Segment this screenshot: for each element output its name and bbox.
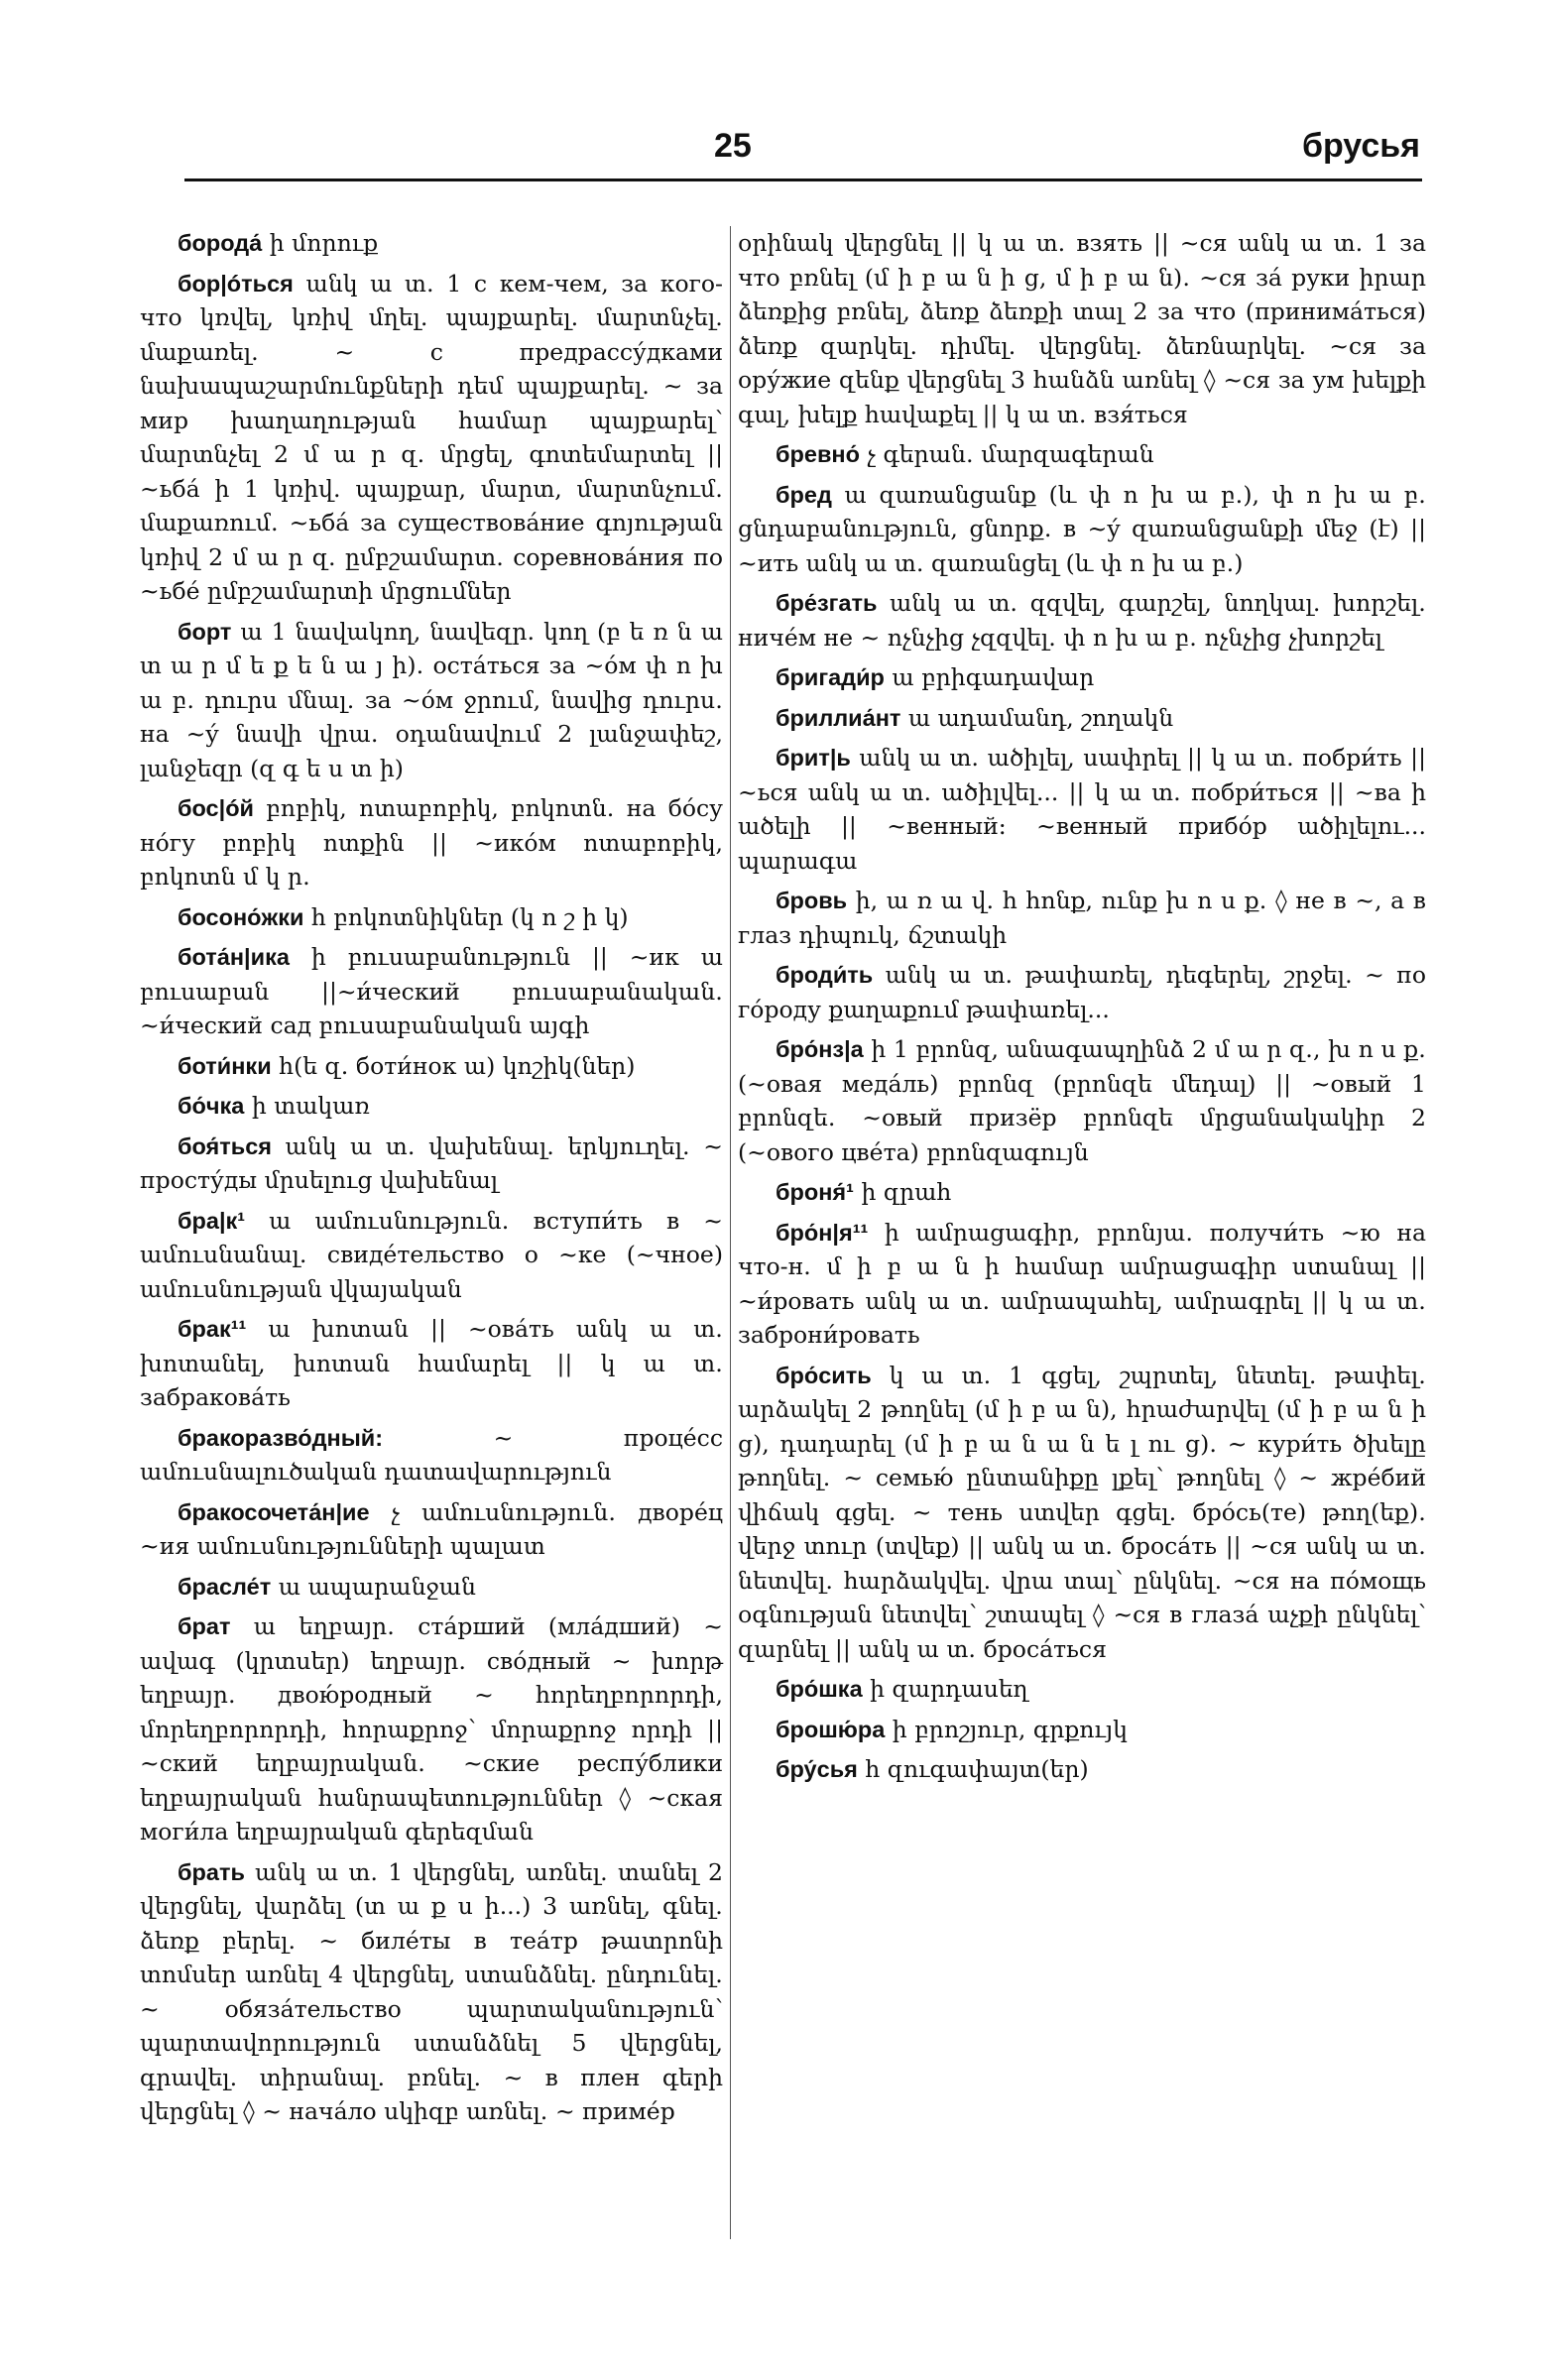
dictionary-entry: [738, 1032, 1426, 1169]
dictionary-entry: [738, 660, 1426, 695]
definition: ~ проце́сс ամուսնալուծական դատավարություն: [140, 1423, 723, 1486]
headword: бор|óться: [178, 270, 294, 297]
headword: борода́: [178, 230, 263, 256]
headword: бракоразво́дный:: [178, 1424, 384, 1451]
headword: брошю́ра: [776, 1716, 886, 1742]
definition: հ բոկոտնիկներ (կ ո շ ի կ): [303, 902, 629, 931]
dictionary-entry: [738, 586, 1426, 654]
headword: босоно́жки: [178, 903, 304, 930]
headword: брать: [178, 1858, 245, 1885]
dictionary-entry: [738, 701, 1426, 736]
definition: ի բրոշյուր, գրքույկ: [885, 1715, 1128, 1743]
definition: անկ ա տ․ թափառել, դեգերել, շրջել․ ~ по го́роду քաղաքում թափառել...: [738, 961, 1426, 1023]
dictionary-entry: [140, 267, 723, 609]
dictionary-entry: [738, 437, 1426, 472]
headword: бос|óй: [178, 795, 255, 821]
dictionary-entry: [738, 884, 1426, 952]
dictionary-entry: [140, 1204, 723, 1307]
dictionary-entry: [140, 791, 723, 894]
definition: ի 1 բրոնզ, անագապղինձ 2 մ ա ր զ․, խ ո ս ք․ (~овая меда́ль) բրոնզ (բրոնզե մեդալ) || ~овый 1 բրոնզե․ ~овый призёр բրոնզե մրցանակակիր 2 (~ового цве́та) բրոնզագույն: [738, 1035, 1426, 1166]
definition: անկ ա տ․ 1 с кем-чем, за кого-что կռվել, կռիվ մղել․ պայքարել․ մարտնչել․ մաքառել․ ~ с предрассу́дками նախապաշարմունքների դեմ պայքարել․ ~ за мир խաղաղության համար պայքարել՝ մարտնչել 2 մ ա ր զ․ մրցել, գոտեմարտել || ~ьба́ ի 1 կռիվ․ պայքար, մարտ, մարտնչում․ մաքառում․ ~ьба́ за существова́ние գոյության կռիվ 2 մ ա ր զ․ ըմբշամարտ․ соревнова́ния по ~ьбе́ ըմբշամարտի մրցումներ: [140, 269, 723, 605]
definition: անկ ա տ․ ածիլել, սափրել || կ ա տ․ побри́ть || ~ься անկ ա տ․ ածիլվել... || կ ա տ․ побри́ться || ~ва ի ածելի || ~венный: ~венный прибо́р ածիլելու... պարագա: [738, 744, 1426, 875]
headword: бровь: [776, 888, 848, 913]
definition: ի բուսաբանություն || ~ик ա բուսաբան ||~и́ческий բուսաբանական․ ~и́ческий сад բուսաբանական այգի: [140, 943, 723, 1039]
right-column: [738, 226, 1426, 1793]
definition: ա ադամանդ, շողակն: [900, 703, 1174, 732]
definition: անկ ա տ․ վախենալ․ երկյուղել․ ~ просту́ды մրսելուց վախենալ: [140, 1131, 723, 1194]
headword: бракосочета́н|ие: [178, 1498, 370, 1525]
dictionary-entry: [140, 1570, 723, 1605]
definition: անկ ա տ․ զզվել, գարշել, նողկալ․ խորշել․ ниче́м не ~ ոչնչից չզզվել․ փ ո խ ա բ․ ոչնչից չխորշել: [738, 589, 1426, 652]
definition: ա խոտան || ~ова́ть անկ ա տ․ խոտանել, խոտան համարել || կ ա տ․ забракова́ть: [140, 1315, 723, 1411]
headword: броня́¹: [776, 1179, 854, 1205]
headword: бриллиа́нт: [776, 704, 901, 731]
dictionary-entry: [140, 1495, 723, 1564]
definition: ա ապարանջան: [271, 1572, 476, 1601]
headword: брат: [178, 1613, 231, 1639]
headword: боя́ться: [178, 1132, 273, 1159]
header-rule: [184, 178, 1422, 181]
definition: ա զառանցանք (և փ ո խ ա բ․), փ ո խ ա բ․ ցնդաբանություն, ցնորք․ в ~ý զառանցանքի մեջ (է) || ~ить անկ ա տ․ զառանցել (և փ ո խ ա բ․): [738, 480, 1426, 577]
definition: չ գերան․ մարզագերան: [859, 440, 1154, 468]
definition: ի տակառ: [244, 1092, 370, 1120]
headword: брак¹¹: [178, 1316, 247, 1342]
headword: бро́сить: [776, 1362, 872, 1388]
headword: бо́чка: [178, 1093, 245, 1119]
dictionary-entry: [738, 1752, 1426, 1787]
definition: հ զուգափայտ(եր): [857, 1755, 1089, 1783]
definition: ի ամրացագիր, բրոնյա․ получи́ть ~ю на что-н. մ ի բ ա ն ի համար ամրացագիր ստանալ || ~и́ровать անկ ա տ․ ամրապահել, ամրագրել || կ ա տ․ заброни́ровать: [738, 1218, 1426, 1349]
dictionary-entry: [140, 1089, 723, 1124]
headword: боти́нки: [178, 1052, 272, 1079]
headword: брит|ь: [776, 745, 851, 771]
dictionary-entry: [140, 1312, 723, 1415]
dictionary-entry: [738, 1713, 1426, 1747]
definition: բոբիկ, ոտաբոբիկ, բոկոտն․ на бóсу нóгу բոբիկ ոտքին || ~ико́м ոտաբոբիկ, բոկոտն մ կ ր․: [140, 794, 723, 891]
column-divider: [730, 226, 731, 2239]
headword: бота́н|ика: [178, 944, 290, 970]
definition: ա ամուսնություն․ вступи́ть в ~ ամուսնանալ․ свиде́тельство о ~ке (~чное) ամուսնության վկայական: [140, 1206, 723, 1303]
dictionary-entry: [140, 1609, 723, 1849]
definition: ի մորուք: [262, 229, 379, 257]
headword: бру́сья: [776, 1756, 858, 1782]
definition: ա եղբայր․ ста́рший (мла́дший) ~ ավագ (կրտսեր) եղբայր․ сво́дный ~ խորթ եղբայր․ двою́родный ~ հորեղբորորդի, մորեղբորորդի, հորաքրոջ՝ մորաքրոջ որդի || ~ский եղբայրական․ ~ские респу́блики եղբայրական հանրապետություններ ◊ ~ская моги́ла եղբայրական գերեզման: [140, 1612, 723, 1845]
page-number: 25: [714, 127, 752, 165]
dictionary-entry: [738, 1216, 1426, 1353]
definition: ի զարդասեղ: [862, 1675, 1028, 1703]
headword: бред: [776, 481, 832, 508]
headword: бревно́: [776, 441, 860, 467]
dictionary-entry: [140, 1130, 723, 1198]
headword: борт: [178, 618, 232, 645]
dictionary-entry: [140, 615, 723, 786]
dictionary-entry: [140, 226, 723, 261]
dictionary-entry: [738, 958, 1426, 1026]
dictionary-entry: [140, 1049, 723, 1084]
definition: օրինակ վերցնել || կ ա տ․ взять || ~ся անկ ա տ․ 1 за что բռնել (մ ի բ ա ն ի ց, մ ի բ ա ն)․ ~ся за́ руки իրար ձեռքից բռնել, ձեռք ձեռքի տալ 2 за что (принима́ться) ձեռք զարկել․ դիմել․ վերցնել․ ձեռնարկել․ ~ся за ору́жие զենք վերցնել 3 հանձն առնել ◊ ~ся за ум խելքի գալ, խելք հավաքել || կ ա տ․ взя́ться: [738, 229, 1426, 428]
dictionary-entry: [738, 741, 1426, 878]
headword: бригади́р: [776, 664, 885, 690]
definition: հ(ե զ․ боти́нок ա) կոշիկ(ներ): [271, 1051, 636, 1080]
headword: бре́згать: [776, 590, 878, 616]
headword: бра|к¹: [178, 1207, 246, 1234]
definition: անկ ա տ․ 1 վերցնել, առնել․ տանել 2 վերցնել, վարձել (տ ա ք ս ի...) 3 առնել, գնել․ ձեռք բերել․ ~ биле́ты в теа́тр թատրոնի տոմսեր առնել 4 վերցնել, ստանձնել․ ընդունել․ ~ обяза́тельство պարտականություն՝ պարտավորություն ստանձնել 5 վերցնել, գրավել․ տիրանալ․ բռնել․ ~ в плен գերի վերցնել ◊ ~ нача́ло սկիզբ առնել․ ~ приме́р: [140, 1857, 723, 2125]
definition: կ ա տ․ 1 գցել, շպրտել, նետել․ թափել․ արձակել 2 թողնել (մ ի բ ա ն), հրաժարվել (մ ի բ ա ն ի ց), դադարել (մ ի բ ա ն ա ն ե լ ու ց)․ ~ кури́ть ծխելը թողնել․ ~ семью́ ընտանիքը լքել՝ թողնել ◊ ~ жре́бий վիճակ գցել․ ~ тень ստվեր գցել․ бро́сь(те) թող(եք)․ վերջ տուր (տվեք) || անկ ա տ․ броса́ть || ~ся անկ ա տ․ նետվել․ հարձակվել․ վրա տալ՝ ընկնել․ ~ся на по́мощь օգնության նետվել՝ շտապել ◊ ~ся в глаза́ աչքի ընկնել՝ զարնել || անկ ա տ․ броса́ться: [738, 1361, 1426, 1663]
running-head: брусья: [1301, 127, 1420, 165]
dictionary-entry: [738, 1359, 1426, 1667]
definition: ա 1 նավակող, նավեզր․ կող (բ ե ռ ն ա տ ա ր մ ե ք ե ն ա յ ի)․ оста́ться за ~óм փ ո խ ա բ․ դուրս մնալ․ за ~óм ջրում, նավից դուրս․ на ~ý նավի վրա․ օդանավում 2 լանջափեշ, լանջեզր (զ գ ե ս տ ի): [140, 617, 723, 782]
dictionary-entry: [140, 1421, 723, 1489]
dictionary-entry: [738, 1175, 1426, 1210]
headword: бро́н|я¹¹: [776, 1219, 869, 1246]
definition: չ ամուսնություն․ дворе́ц ~ия ամուսնությունների պալատ: [140, 1497, 723, 1560]
definition: ի զրահ: [853, 1178, 952, 1206]
dictionary-entry: [140, 1855, 723, 2129]
definition: ա բրիգադավար: [884, 663, 1095, 691]
dictionary-entry: [140, 900, 723, 935]
definition: ի, ա ռ ա վ․ հ հոնք, ունք խ ո ս ք․ ◊ не в ~, а в глаз դիպուկ, ճշտակի: [738, 887, 1426, 949]
dictionary-entry: [738, 478, 1426, 581]
headword: брасле́т: [178, 1573, 272, 1600]
dictionary-entry: [738, 1672, 1426, 1707]
entry-continuation: [738, 226, 1426, 431]
headword: бро́шка: [776, 1676, 863, 1702]
left-column: [140, 226, 723, 2135]
headword: броди́ть: [776, 962, 874, 988]
headword: бро́нз|а: [776, 1036, 864, 1062]
dictionary-entry: [140, 940, 723, 1043]
